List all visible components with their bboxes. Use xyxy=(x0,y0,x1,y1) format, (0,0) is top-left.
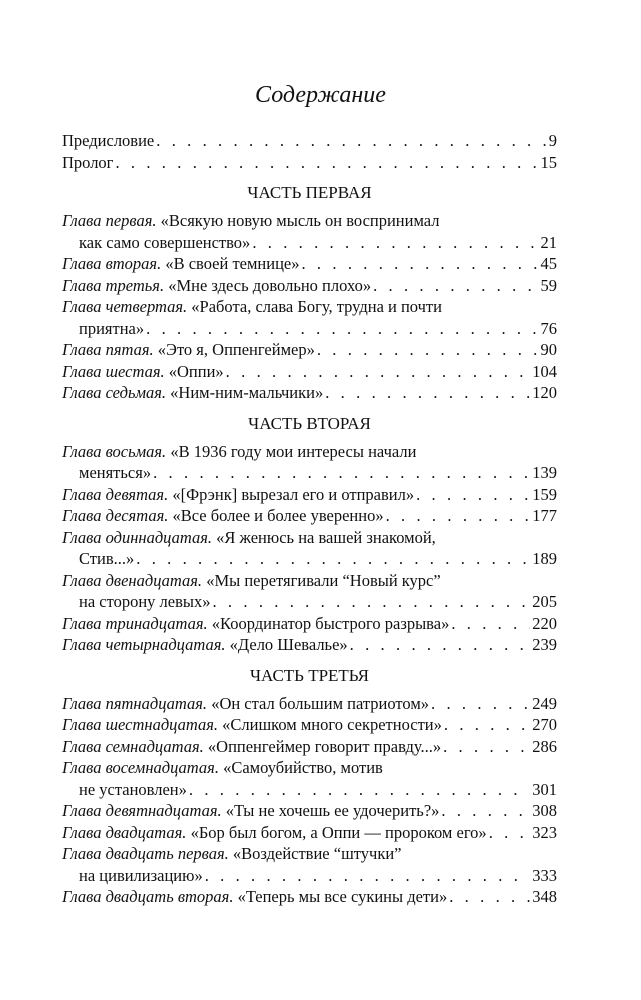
chapter-label: Глава седьмая. xyxy=(62,383,167,402)
chapter-row-continued xyxy=(62,591,557,613)
chapter-row xyxy=(62,505,557,527)
chapter-label: Глава двадцатая. xyxy=(62,822,187,842)
chapter-title: «В своей темнице» xyxy=(165,254,300,273)
chapter-title: «Ты не хочешь ее удочерить?» xyxy=(225,801,440,820)
chapter-title: «Оппи» xyxy=(168,361,224,381)
dot-leader xyxy=(317,339,539,361)
dot-leader xyxy=(301,253,538,275)
page-number: 348 xyxy=(532,887,557,906)
chapter-row xyxy=(62,253,557,275)
dot-leader xyxy=(212,591,530,613)
chapter-row xyxy=(62,441,557,463)
chapter-row xyxy=(62,570,557,592)
chapter-entry xyxy=(62,382,557,404)
dot-leader xyxy=(451,613,530,635)
page-number: 177 xyxy=(532,506,557,525)
chapter-row xyxy=(62,275,557,297)
chapter-entry xyxy=(62,275,557,297)
chapter-row xyxy=(62,296,557,318)
page-number: 104 xyxy=(532,361,557,381)
chapter-label: Глава тринадцатая. xyxy=(62,613,208,633)
chapter-title: «Все более и более уверенно» xyxy=(172,506,384,525)
chapter-entry xyxy=(62,822,557,844)
chapter-label: Глава семнадцатая. xyxy=(62,736,204,756)
chapter-label: Глава первая. xyxy=(62,211,157,230)
chapter-label: Глава четвертая. xyxy=(62,297,188,316)
chapter-label: Глава восемнадцатая. xyxy=(62,758,219,777)
chapter-row-continued xyxy=(62,779,557,801)
chapter-row xyxy=(62,613,557,635)
chapter-entry xyxy=(62,210,557,253)
chapter-label: Глава двенадцатая. xyxy=(62,570,203,590)
page-number: 9 xyxy=(548,131,557,150)
dot-leader xyxy=(146,318,538,340)
chapter-entry xyxy=(62,253,557,275)
dot-leader xyxy=(115,152,538,174)
page-title: Содержание xyxy=(255,82,386,108)
chapter-label: Глава шестая. xyxy=(62,361,165,381)
chapter-row xyxy=(62,886,557,908)
chapter-label: Глава пятая. xyxy=(62,340,154,359)
chapter-entry xyxy=(62,339,557,361)
dot-leader xyxy=(136,548,530,570)
page-number: 76 xyxy=(540,318,557,338)
chapter-title: «Координатор быстрого разрыва» xyxy=(211,613,450,633)
page-number: 286 xyxy=(532,736,557,756)
page-number: 90 xyxy=(540,340,557,359)
chapter-label: Глава девятнадцатая. xyxy=(62,801,222,820)
page-number: 270 xyxy=(532,715,557,734)
chapter-title-continued: Стив...» xyxy=(79,549,135,568)
dot-leader xyxy=(325,382,530,404)
chapter-entry xyxy=(62,361,557,383)
chapter-row xyxy=(62,736,557,758)
entry-title: Пролог xyxy=(62,152,114,172)
chapter-entry xyxy=(62,693,557,715)
chapter-title: «Он стал большим патриотом» xyxy=(211,693,430,713)
chapter-row-continued xyxy=(62,232,557,254)
chapter-row xyxy=(62,693,557,715)
chapter-title: «Работа, слава Богу, трудна и почти xyxy=(191,297,442,316)
chapter-label: Глава одиннадцатая. xyxy=(62,527,213,547)
page-number: 308 xyxy=(532,801,557,820)
page-number: 159 xyxy=(532,484,557,504)
chapter-title: «Ним-ним-мальчики» xyxy=(170,383,324,402)
toc-entry xyxy=(62,152,557,174)
chapter-label: Глава восьмая. xyxy=(62,441,167,461)
chapter-row xyxy=(62,800,557,822)
dot-leader xyxy=(489,822,531,844)
chapter-entry xyxy=(62,296,557,339)
chapter-title: «Это я, Оппенгеймер» xyxy=(157,340,315,359)
chapter-row-continued xyxy=(62,318,557,340)
chapter-entry xyxy=(62,505,557,527)
chapter-row xyxy=(62,339,557,361)
dot-leader xyxy=(416,484,530,506)
chapter-title: «[Фрэнк] вырезал его и отправил» xyxy=(172,484,415,504)
chapter-title: «Всякую новую мысль он воспринимал xyxy=(160,211,440,230)
chapter-title-continued: как само совершенство» xyxy=(79,232,251,252)
chapter-label: Глава пятнадцатая. xyxy=(62,693,208,713)
chapter-title-continued: приятна» xyxy=(79,318,145,338)
chapter-row xyxy=(62,484,557,506)
part-heading: ЧАСТЬ ПЕРВАЯ xyxy=(247,183,372,202)
dot-leader xyxy=(189,779,530,801)
chapter-label: Глава девятая. xyxy=(62,484,169,504)
chapter-entry xyxy=(62,886,557,908)
dot-leader xyxy=(449,886,530,908)
toc-entry xyxy=(62,130,557,152)
chapter-title: «В 1936 году мои интересы начали xyxy=(170,441,417,461)
chapter-title: «Мы перетягивали “Новый курс” xyxy=(206,570,441,590)
toc-entry-row xyxy=(62,152,557,174)
chapter-entry xyxy=(62,800,557,822)
chapter-entry xyxy=(62,441,557,484)
page-number: 323 xyxy=(532,822,557,842)
chapter-entry xyxy=(62,527,557,570)
chapter-label: Глава десятая. xyxy=(62,506,169,525)
chapter-entry xyxy=(62,843,557,886)
chapter-entry xyxy=(62,570,557,613)
page-number: 139 xyxy=(532,463,557,482)
page-number: 21 xyxy=(540,232,557,252)
chapter-entry xyxy=(62,736,557,758)
chapter-row xyxy=(62,361,557,383)
dot-leader xyxy=(350,634,531,656)
dot-leader xyxy=(153,462,530,484)
chapter-entry xyxy=(62,634,557,656)
chapter-row-continued xyxy=(62,548,557,570)
page-number: 220 xyxy=(532,613,557,633)
page-number: 45 xyxy=(540,254,557,273)
page-number: 15 xyxy=(540,152,557,172)
chapter-row xyxy=(62,714,557,736)
chapter-title: «Оппенгеймер говорит правду...» xyxy=(207,736,442,756)
chapter-label: Глава третья. xyxy=(62,275,165,295)
chapter-row xyxy=(62,527,557,549)
dot-leader xyxy=(156,130,547,152)
chapter-entry xyxy=(62,484,557,506)
dot-leader xyxy=(444,714,530,736)
page-number: 333 xyxy=(532,865,557,885)
chapter-title-continued: меняться» xyxy=(79,463,152,482)
part-heading: ЧАСТЬ ТРЕТЬЯ xyxy=(249,665,370,685)
chapter-label: Глава вторая. xyxy=(62,254,162,273)
dot-leader xyxy=(226,361,531,383)
part-heading: ЧАСТЬ ВТОРАЯ xyxy=(248,413,371,433)
dot-leader xyxy=(373,275,538,297)
chapter-entry xyxy=(62,757,557,800)
chapter-label: Глава шестнадцатая. xyxy=(62,715,219,734)
page-number: 239 xyxy=(532,635,557,654)
chapter-title: «Слишком много секретности» xyxy=(222,715,442,734)
toc-entry-row xyxy=(62,130,557,152)
dot-leader xyxy=(443,736,530,758)
chapter-row xyxy=(62,382,557,404)
page-number: 120 xyxy=(532,383,557,402)
chapter-label: Глава четырнадцатая. xyxy=(62,635,226,654)
page-number: 249 xyxy=(532,693,557,713)
dot-leader xyxy=(431,693,530,715)
dot-leader xyxy=(386,505,531,527)
chapter-title: «Я женюсь на вашей знакомой, xyxy=(216,527,436,547)
chapter-entry xyxy=(62,613,557,635)
page-number: 205 xyxy=(532,592,557,611)
chapter-row xyxy=(62,757,557,779)
chapter-title: «Самоубийство, мотив xyxy=(223,758,383,777)
dot-leader xyxy=(252,232,538,254)
table-of-contents xyxy=(62,130,557,908)
chapter-row-continued xyxy=(62,865,557,887)
chapter-title: «Теперь мы все сукины дети» xyxy=(237,887,448,906)
chapter-label: Глава двадцать вторая. xyxy=(62,887,234,906)
dot-leader xyxy=(205,865,531,887)
entry-title: Предисловие xyxy=(62,131,155,150)
chapter-row xyxy=(62,210,557,232)
chapter-row xyxy=(62,843,557,865)
page-number: 301 xyxy=(532,779,557,799)
chapter-title-continued: на сторону левых» xyxy=(79,592,211,611)
chapter-title-continued: на цивилизацию» xyxy=(79,865,203,885)
chapter-title-continued: не установлен» xyxy=(79,779,187,799)
chapter-title: «Дело Шевалье» xyxy=(229,635,348,654)
chapter-title: «Воздействие “штучки” xyxy=(232,844,402,863)
chapter-row xyxy=(62,634,557,656)
chapter-row-continued xyxy=(62,462,557,484)
dot-leader xyxy=(441,800,530,822)
page-number: 189 xyxy=(532,549,557,568)
chapter-label: Глава двадцать первая. xyxy=(62,844,229,863)
chapter-title: «Мне здесь довольно плохо» xyxy=(168,275,372,295)
page-number: 59 xyxy=(540,275,557,295)
chapter-row xyxy=(62,822,557,844)
chapter-entry xyxy=(62,714,557,736)
chapter-title: «Бор был богом, а Оппи — пророком его» xyxy=(190,822,487,842)
